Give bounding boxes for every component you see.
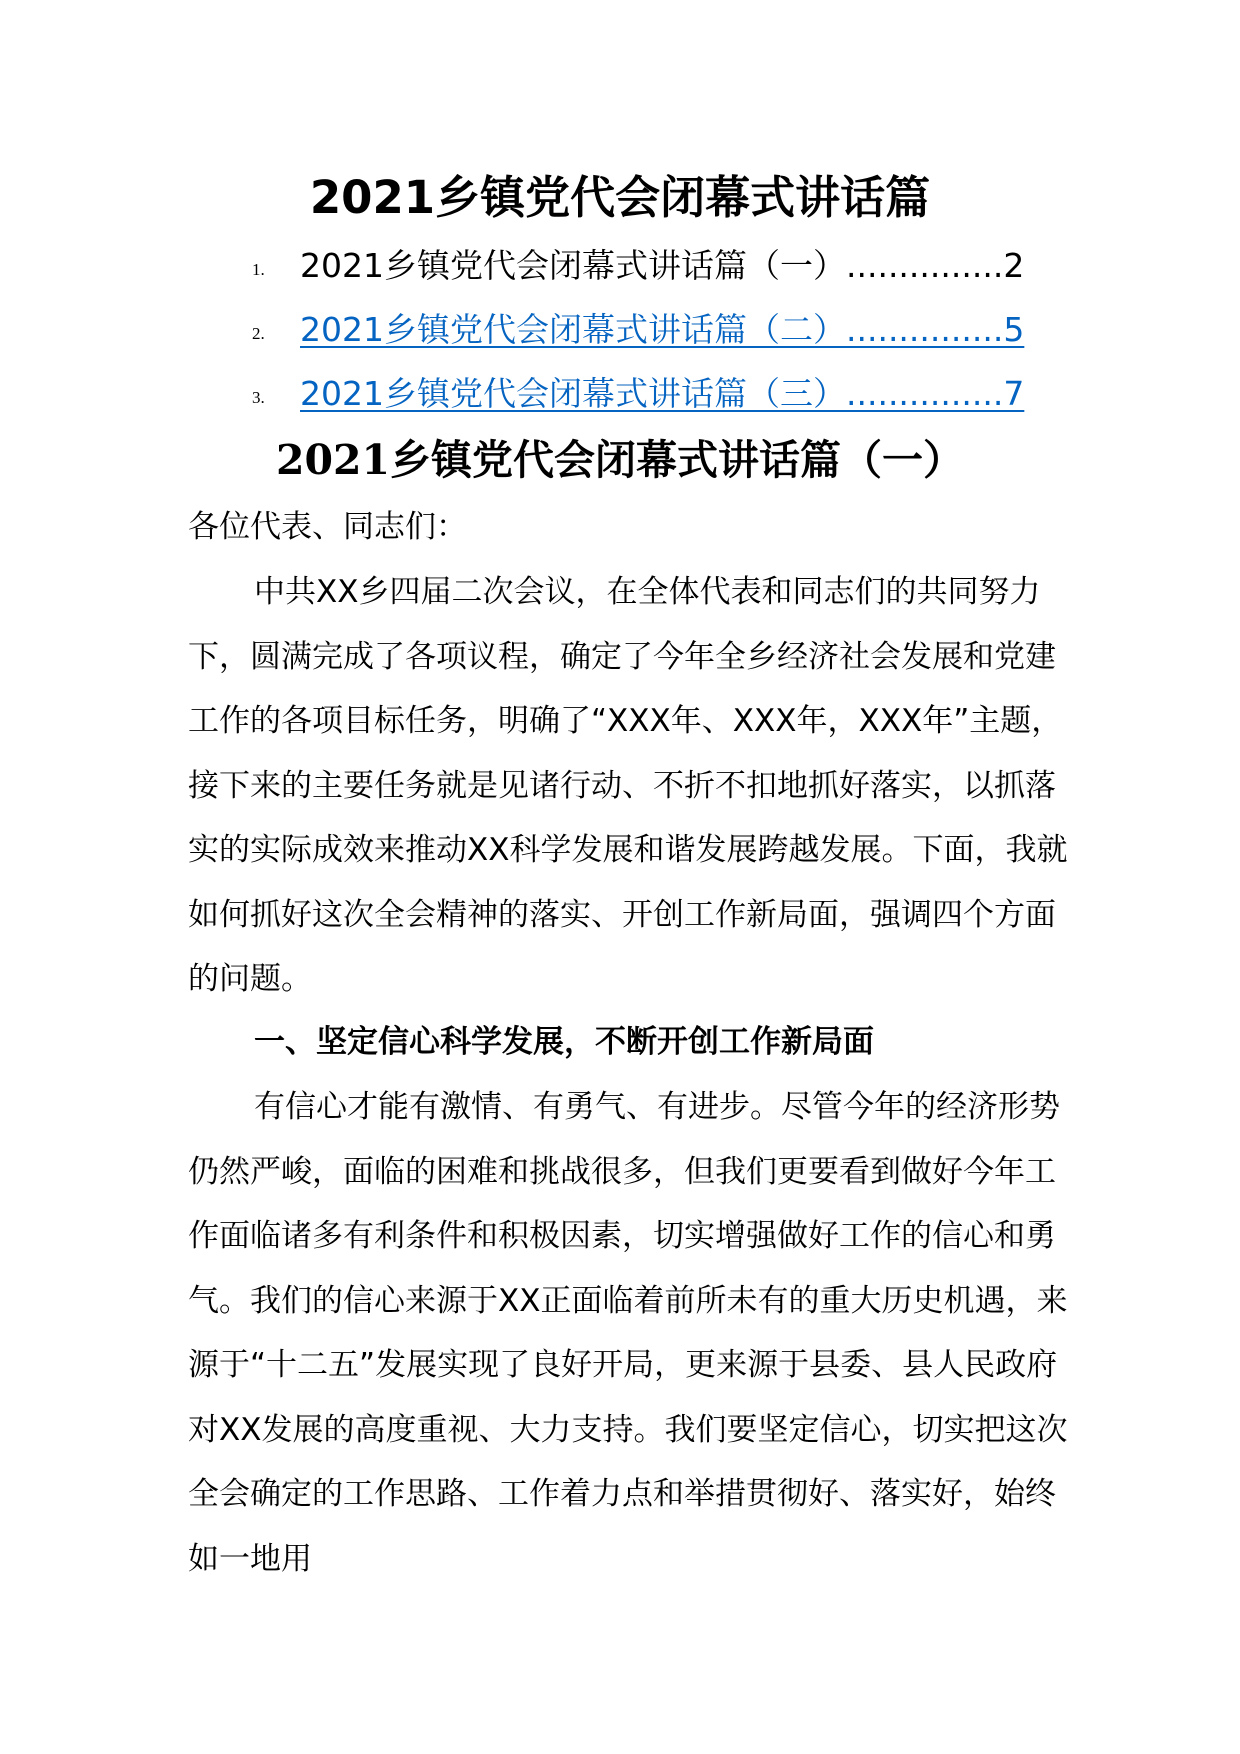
section-title: 2021乡镇党代会闭幕式讲话篇（一） [275, 436, 965, 484]
toc-item-number: 3. [252, 388, 265, 407]
table-of-contents [252, 234, 1072, 426]
toc-item-2 [252, 298, 1072, 362]
toc-item-1 [252, 234, 1072, 298]
document-main-title: 2021乡镇党代会闭幕式讲话篇 [309, 171, 931, 224]
body-paragraph-1: 中共XX乡四届二次会议，在全体代表和同志们的共同努力下，圆满完成了各项议程，确定了今年全乡经济社会发展和党建工作的各项目标任务，明确了“XXX年、XXX年，XXX年”主题，接下来的主要任务就是见诸行动、不折不扣地抓好落实，以抓落实的实际成效来推动XX科学发展和谐发展跨越发展。下面，我就如何抓好这次全会精神的落实、开创工作新局面，强调四个方面的问题。 [188, 574, 1068, 997]
toc-item-3 [252, 362, 1072, 426]
toc-entry-link-3[interactable]: 2021乡镇党代会闭幕式讲话篇（三）...............7 [300, 374, 1025, 413]
body-paragraph-2: 有信心才能有激情、有勇气、有进步。尽管今年的经济形势仍然严峻，面临的困难和挑战很多，但我们更要看到做好今年工作面临诸多有利条件和积极因素，切实增强做好工作的信心和勇气。我们的信心来源于XX正面临着前所未有的重大历史机遇，来源于“十二五”发展实现了良好开局，更来源于县委、县人民政府对XX发展的高度重视、大力支持。我们要坚定信心，切实把这次全会确定的工作思路、工作着力点和举措贯彻好、落实好，始终如一地用 [188, 1089, 1068, 1577]
subheading-1: 一、坚定信心科学发展，不断开创工作新局面 [254, 1024, 874, 1060]
toc-item-number: 1. [252, 260, 265, 279]
toc-item-number: 2. [252, 324, 265, 343]
greeting-line: 各位代表、同志们： [188, 509, 467, 545]
toc-entry-link-1[interactable]: 2021乡镇党代会闭幕式讲话篇（一）...............2 [300, 246, 1025, 285]
toc-entry-link-2[interactable]: 2021乡镇党代会闭幕式讲话篇（二）...............5 [300, 310, 1025, 349]
